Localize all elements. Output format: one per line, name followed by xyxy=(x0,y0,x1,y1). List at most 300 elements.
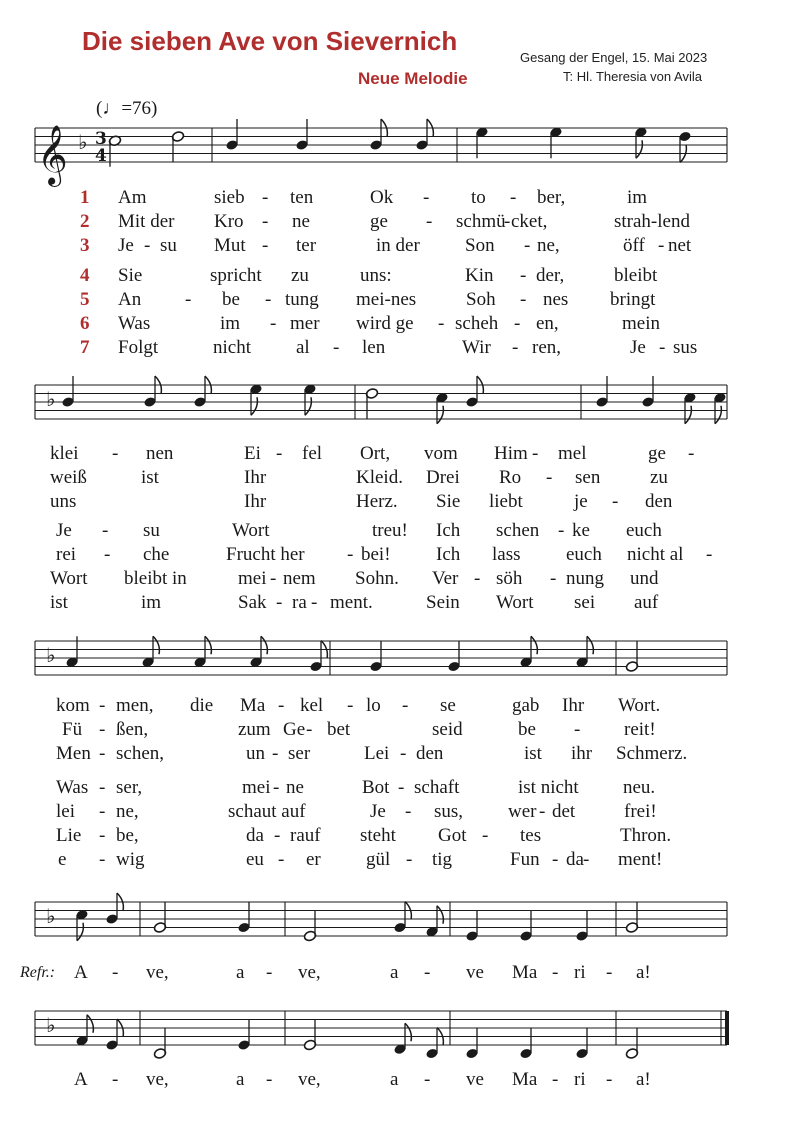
syllable: Fü xyxy=(62,719,83,740)
syllable: - xyxy=(423,187,430,208)
syllable: - xyxy=(262,187,269,208)
syllable: den xyxy=(416,743,444,764)
syllable: mei-nes xyxy=(356,289,417,310)
refrain-line-1 xyxy=(0,961,790,985)
syllable: öff xyxy=(623,235,645,256)
syllable: mein xyxy=(622,313,660,334)
syllable: wer xyxy=(508,801,537,822)
eighth-flag xyxy=(77,923,83,941)
syllable: A xyxy=(74,1069,88,1090)
syllable: e xyxy=(58,849,67,870)
syllable: bleibt xyxy=(614,265,658,286)
syllable: Got xyxy=(438,825,467,846)
syllable: söh xyxy=(496,568,523,589)
lyric-line xyxy=(0,824,790,848)
syllable: Soh xyxy=(466,289,496,310)
syllable: Ort, xyxy=(360,443,391,464)
syllable: Thron. xyxy=(620,825,672,846)
syllable: Ro xyxy=(499,467,522,488)
syllable: tes xyxy=(520,825,542,846)
syllable: - xyxy=(688,443,695,464)
syllable: - xyxy=(438,313,445,334)
syllable: - xyxy=(112,962,119,983)
syllable: nung xyxy=(566,568,604,589)
syllable: - xyxy=(99,695,106,716)
syllable: ment! xyxy=(618,849,663,870)
syllable: - xyxy=(612,491,619,512)
syllable: wig xyxy=(116,849,145,870)
syllable: ne xyxy=(292,211,310,232)
lyric-line xyxy=(0,800,790,824)
syllable: - xyxy=(112,1069,119,1090)
syllable: - xyxy=(546,467,553,488)
refrain-label: Refr.: xyxy=(20,964,56,981)
syllable: nen xyxy=(146,443,174,464)
tempo-marking: (♩=76) xyxy=(96,98,158,119)
syllable: Bot xyxy=(362,777,390,798)
syllable: a! xyxy=(636,962,651,983)
syllable: Ich xyxy=(436,544,461,565)
syllable: Sohn. xyxy=(355,568,399,589)
syllable: - xyxy=(278,849,285,870)
lyric-line-verse-2 xyxy=(0,210,790,234)
syllable: Kro xyxy=(214,211,244,232)
syllable: Fun xyxy=(510,849,540,870)
syllable: net xyxy=(668,235,692,256)
syllable: ten xyxy=(290,187,314,208)
syllable: - xyxy=(347,695,354,716)
syllable: be, xyxy=(116,825,139,846)
syllable: ra xyxy=(292,592,307,613)
syllable: Ma xyxy=(240,695,266,716)
syllable: bringt xyxy=(610,289,656,310)
verse-number: 7 xyxy=(80,337,90,358)
syllable: - xyxy=(311,592,318,613)
syllable: ne, xyxy=(116,801,139,822)
refrain-line-2 xyxy=(0,1068,790,1092)
flat-icon: ♭ xyxy=(46,387,56,411)
syllable: ve xyxy=(466,1069,484,1090)
syllable: Sie xyxy=(436,491,461,512)
syllable: to xyxy=(471,187,486,208)
syllable: schmü xyxy=(456,211,506,232)
syllable: fel xyxy=(302,443,323,464)
verse-number: 5 xyxy=(80,289,90,310)
syllable: Wort. xyxy=(618,695,661,716)
eighth-flag xyxy=(405,1023,411,1041)
syllable: - xyxy=(583,849,590,870)
syllable: Was xyxy=(118,313,151,334)
syllable: - xyxy=(185,289,192,310)
eighth-flag xyxy=(437,906,443,924)
syllable: be xyxy=(222,289,240,310)
syllable: schen, xyxy=(116,743,165,764)
syllable: Sak xyxy=(238,592,267,613)
syllable: ist xyxy=(141,467,159,488)
syllable: be xyxy=(518,719,536,740)
lyric-line xyxy=(0,466,790,490)
syllable: - xyxy=(262,235,269,256)
eighth-flag xyxy=(437,406,443,424)
syllable: nem xyxy=(283,568,316,589)
syllable: tig xyxy=(432,849,453,870)
syllable: - xyxy=(347,544,354,565)
eighth-flag xyxy=(205,636,211,654)
syllable: - xyxy=(524,235,531,256)
syllable: lo xyxy=(366,695,381,716)
syllable: Ma xyxy=(512,962,538,983)
lyric-line xyxy=(0,442,790,466)
syllable: und xyxy=(630,568,659,589)
eighth-flag xyxy=(305,397,311,415)
syllable: ge xyxy=(648,443,666,464)
lyric-line xyxy=(0,591,790,615)
syllable: - xyxy=(482,825,489,846)
syllable: - xyxy=(112,443,119,464)
lyric-line xyxy=(0,519,790,543)
syllable: - xyxy=(276,592,283,613)
syllable: - xyxy=(306,719,313,740)
syllable: sen xyxy=(575,467,601,488)
syllable: - xyxy=(552,962,559,983)
syllable: - xyxy=(274,825,281,846)
syllable: da xyxy=(246,825,264,846)
eighth-flag xyxy=(636,140,642,158)
syllable: Was xyxy=(56,777,89,798)
syllable: ber, xyxy=(537,187,566,208)
syllable: eu xyxy=(246,849,264,870)
syllable: - xyxy=(426,211,433,232)
syllable: a! xyxy=(636,1069,651,1090)
syllable: Je xyxy=(56,520,72,541)
syllable: Wort xyxy=(496,592,534,613)
syllable: - xyxy=(144,235,151,256)
eighth-flag xyxy=(685,406,691,424)
syllable: - xyxy=(424,1069,431,1090)
syllable: ve, xyxy=(146,962,169,983)
syllable: ve, xyxy=(298,1069,321,1090)
syllable: len xyxy=(362,337,386,358)
syllable: seid xyxy=(432,719,463,740)
syllable: - xyxy=(276,443,283,464)
syllable: Herz. xyxy=(356,491,398,512)
syllable: uns xyxy=(50,491,77,512)
syllable: ihr xyxy=(571,743,593,764)
syllable: - xyxy=(520,289,527,310)
syllable: ter xyxy=(296,235,317,256)
syllable: Schmerz. xyxy=(616,743,688,764)
lyric-line xyxy=(0,742,790,766)
syllable: er xyxy=(306,849,321,870)
lyric-line xyxy=(0,694,790,718)
syllable: Ich xyxy=(436,520,461,541)
syllable: - xyxy=(474,568,481,589)
syllable: wird ge xyxy=(356,313,414,334)
syllable: in der xyxy=(376,235,420,256)
syllable: - xyxy=(706,544,713,565)
syllable: - xyxy=(278,695,285,716)
syllable: - xyxy=(333,337,340,358)
syllable: a xyxy=(236,962,245,983)
flat-icon: ♭ xyxy=(46,904,56,928)
syllable: Am xyxy=(118,187,147,208)
syllable: - xyxy=(262,211,269,232)
syllable: Wort xyxy=(50,568,88,589)
syllable: kom xyxy=(56,695,90,716)
syllable: ser xyxy=(288,743,311,764)
syllable: bleibt in xyxy=(124,568,187,589)
syllable: - xyxy=(102,520,109,541)
syllable: lass xyxy=(492,544,521,565)
syllable: strah-lend xyxy=(614,211,690,232)
syllable: zum xyxy=(238,719,271,740)
syllable: kel xyxy=(300,695,324,716)
syllable: Ok xyxy=(370,187,394,208)
eighth-flag xyxy=(715,406,721,424)
syllable: - xyxy=(606,962,613,983)
syllable: - xyxy=(504,211,511,232)
syllable: - xyxy=(520,265,527,286)
syllable: Mit der xyxy=(118,211,175,232)
syllable: steht xyxy=(360,825,396,846)
syllable: Lei xyxy=(364,743,390,764)
syllable: a xyxy=(390,962,399,983)
eighth-flag xyxy=(587,636,593,654)
lyric-line xyxy=(0,848,790,872)
syllable: - xyxy=(512,337,519,358)
eighth-flag xyxy=(153,636,159,654)
lyric-line-verse-5 xyxy=(0,288,790,312)
syllable: - xyxy=(266,962,273,983)
syllable: frei! xyxy=(624,801,657,822)
syllable: Ihr xyxy=(244,467,267,488)
syllable: - xyxy=(574,719,581,740)
lyric-line-verse-7 xyxy=(0,336,790,360)
verse-number: 1 xyxy=(80,187,90,208)
eighth-flag xyxy=(251,397,257,415)
text-credit: T: Hl. Theresia von Avila xyxy=(563,69,702,84)
syllable: gab xyxy=(512,695,540,716)
syllable: - xyxy=(552,1069,559,1090)
lyric-line-verse-1 xyxy=(0,186,790,210)
syllable: - xyxy=(99,825,106,846)
lyric-line xyxy=(0,776,790,800)
syllable: Folgt xyxy=(118,337,159,358)
syllable: - xyxy=(550,568,557,589)
syllable: se xyxy=(440,695,456,716)
syllable: Je xyxy=(118,235,134,256)
syllable: ßen, xyxy=(116,719,149,740)
lyric-line xyxy=(0,718,790,742)
syllable: im xyxy=(627,187,648,208)
syllable: spricht xyxy=(210,265,262,286)
syllable: den xyxy=(645,491,673,512)
lyric-line xyxy=(0,543,790,567)
lyric-line-verse-3 xyxy=(0,234,790,258)
syllable: die xyxy=(190,695,214,716)
syllable: im xyxy=(141,592,162,613)
verse-number: 3 xyxy=(80,235,90,256)
verse-number: 4 xyxy=(80,265,90,286)
eighth-flag xyxy=(261,636,267,654)
syllable: - xyxy=(99,801,106,822)
syllable: mei xyxy=(238,568,267,589)
syllable: mer xyxy=(290,313,320,334)
syllable: - xyxy=(99,743,106,764)
syllable: mel xyxy=(558,443,587,464)
syllable: ke xyxy=(572,520,590,541)
time-signature: 3 xyxy=(95,129,107,149)
syllable: - xyxy=(606,1069,613,1090)
syllable: der, xyxy=(536,265,565,286)
syllable: che xyxy=(143,544,170,565)
lyric-line-verse-4 xyxy=(0,264,790,288)
syllable: - xyxy=(99,777,106,798)
syllable: det xyxy=(552,801,576,822)
syllable: schaft xyxy=(414,777,460,798)
syllable: ve xyxy=(466,962,484,983)
song-title: Die sieben Ave von Sievernich xyxy=(82,26,458,56)
syllable: cket, xyxy=(511,211,548,232)
syllable: rauf xyxy=(290,825,321,846)
song-subtitle: Neue Melodie xyxy=(358,69,468,88)
syllable: Men xyxy=(56,743,91,764)
syllable: tung xyxy=(285,289,319,310)
syllable: Son xyxy=(465,235,495,256)
syllable: ne, xyxy=(537,235,560,256)
syllable: Him xyxy=(494,443,528,464)
syllable: - xyxy=(104,544,111,565)
syllable: - xyxy=(424,962,431,983)
flat-icon: ♭ xyxy=(78,130,88,154)
syllable: An xyxy=(118,289,142,310)
syllable: - xyxy=(406,849,413,870)
syllable: - xyxy=(400,743,407,764)
syllable: - xyxy=(510,187,517,208)
syllable: un xyxy=(246,743,265,764)
syllable: nicht al xyxy=(627,544,684,565)
syllable: en, xyxy=(536,313,559,334)
syllable: ment. xyxy=(330,592,373,613)
syllable: - xyxy=(270,313,277,334)
syllable: mei xyxy=(242,777,271,798)
syllable: im xyxy=(220,313,241,334)
syllable: weiß xyxy=(50,467,87,488)
syllable: nicht xyxy=(213,337,251,358)
verse-number: 6 xyxy=(80,313,90,334)
syllable: - xyxy=(659,337,666,358)
syllable: - xyxy=(266,1069,273,1090)
syllable: schaut auf xyxy=(228,801,306,822)
syllable: - xyxy=(658,235,665,256)
lyric-line xyxy=(0,567,790,591)
syllable: - xyxy=(99,719,106,740)
syllable: - xyxy=(265,289,272,310)
syllable: Kleid. xyxy=(356,467,403,488)
syllable: men, xyxy=(116,695,154,716)
syllable: gül xyxy=(366,849,391,870)
syllable: - xyxy=(539,801,546,822)
eighth-flag xyxy=(531,636,537,654)
syllable: da xyxy=(566,849,584,870)
syllable: sieb xyxy=(214,187,245,208)
syllable: Mut xyxy=(214,235,246,256)
syllable: - xyxy=(514,313,521,334)
syllable: Wir xyxy=(462,337,491,358)
syllable: ve, xyxy=(146,1069,169,1090)
syllable: su xyxy=(143,520,160,541)
syllable: zu xyxy=(291,265,309,286)
syllable: Ma xyxy=(512,1069,538,1090)
syllable: ist xyxy=(524,743,542,764)
syllable: - xyxy=(532,443,539,464)
syllable: ne xyxy=(286,777,304,798)
syllable: klei xyxy=(50,443,79,464)
syllable: - xyxy=(270,568,277,589)
syllable: bei! xyxy=(361,544,391,565)
syllable: scheh xyxy=(455,313,499,334)
syllable: ren, xyxy=(532,337,562,358)
flat-icon: ♭ xyxy=(46,643,56,667)
syllable: - xyxy=(552,849,559,870)
syllable: Lie xyxy=(56,825,82,846)
syllable: Ge xyxy=(283,719,306,740)
syllable: - xyxy=(558,520,565,541)
syllable: - xyxy=(273,777,280,798)
syllable: reit! xyxy=(624,719,656,740)
syllable: a xyxy=(390,1069,399,1090)
time-signature: 4 xyxy=(95,146,107,166)
syllable: vom xyxy=(424,443,458,464)
syllable: - xyxy=(402,695,409,716)
syllable: Ihr xyxy=(244,491,267,512)
syllable: Ver xyxy=(432,568,459,589)
syllable: ge xyxy=(370,211,388,232)
syllable: Je xyxy=(370,801,386,822)
verse-number: 2 xyxy=(80,211,90,232)
syllable: euch xyxy=(626,520,662,541)
syllable: a xyxy=(236,1069,245,1090)
syllable: Frucht her xyxy=(226,544,305,565)
treble-clef-icon: 𝄞 xyxy=(37,125,68,185)
lyric-line xyxy=(0,490,790,514)
syllable: nes xyxy=(543,289,569,310)
syllable: lei xyxy=(56,801,75,822)
syllable: Sie xyxy=(118,265,143,286)
syllable: su xyxy=(160,235,177,256)
syllable: - xyxy=(398,777,405,798)
syllable: euch xyxy=(566,544,602,565)
syllable: uns: xyxy=(360,265,392,286)
syllable: treu! xyxy=(372,520,408,541)
syllable: sus xyxy=(673,337,698,358)
eighth-flag xyxy=(87,1015,93,1033)
syllable: sei xyxy=(574,592,596,613)
syllable: auf xyxy=(634,592,659,613)
syllable: ri xyxy=(574,1069,586,1090)
syllable: schen xyxy=(496,520,540,541)
lyric-line-verse-6 xyxy=(0,312,790,336)
syllable: ve, xyxy=(298,962,321,983)
syllable: ist xyxy=(50,592,68,613)
syllable: neu. xyxy=(623,777,656,798)
syllable: - xyxy=(405,801,412,822)
syllable: Sein xyxy=(426,592,460,613)
syllable: ser, xyxy=(116,777,143,798)
syllable: Wort xyxy=(232,520,270,541)
syllable: Je xyxy=(630,337,646,358)
syllable: A xyxy=(74,962,88,983)
